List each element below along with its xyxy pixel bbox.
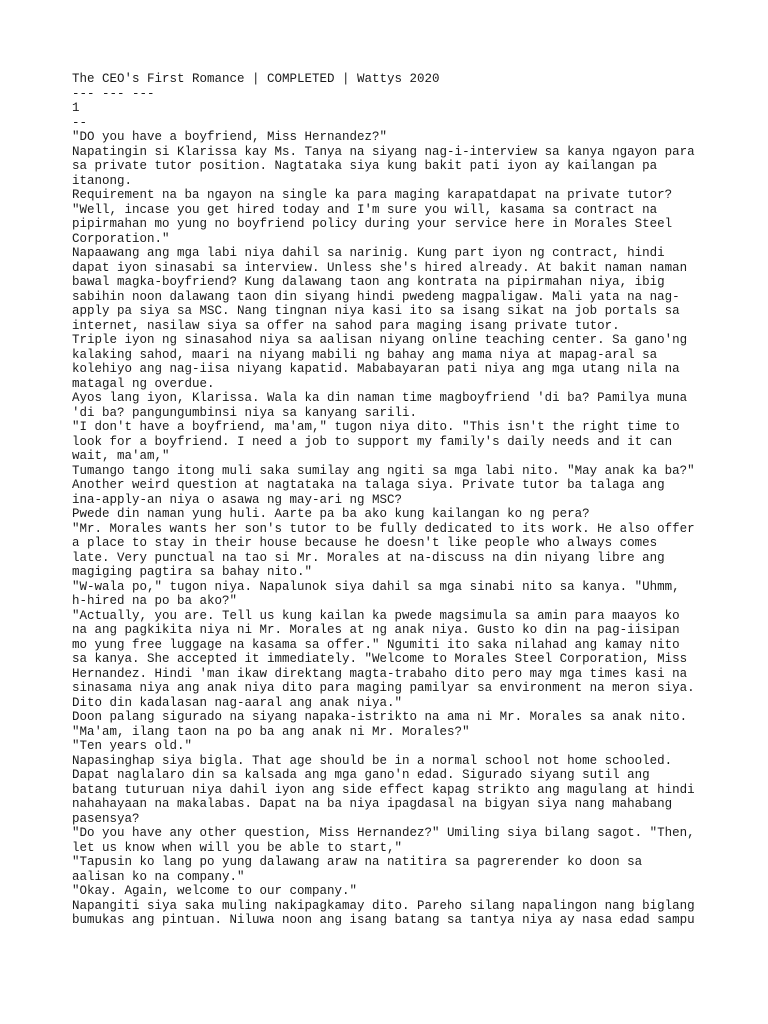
document-line: Pwede din naman yung huli. Aarte pa ba ako kung kailangan ko ng pera? [72, 507, 590, 521]
document-line: bawal magka-boyfriend? Kung dalawang taon ang kontrata na pipirmahan niya, ibig [72, 275, 665, 289]
document-line: sabihin noon dalawang taon din siyang hindi pwedeng magpaligaw. Mali yata na nag- [72, 289, 680, 304]
document-line: apply pa siya sa MSC. Nang tingnan niya kasi ito sa isang sikat na job portals sa [72, 304, 680, 318]
document-line: Corporation." [72, 231, 170, 246]
document-line: look for a boyfriend. I need a job to support my family's daily needs and it can [72, 434, 673, 449]
document-line: "Actually, you are. Tell us kung kailan ka pwede magsimula sa amin para maayos ko [72, 608, 680, 623]
document-line: let us know when will you be able to start," [72, 840, 403, 855]
document-line: Another weird question at nagtataka na talaga siya. Private tutor ba talaga ang [72, 478, 665, 492]
document-line: sinasama niya ang anak niya dito para maging pamilyar sa environment na meron siya. [72, 681, 695, 695]
document-line: h-hired na po ba ako?" [72, 594, 238, 608]
document-line: Doon palang sigurado na siyang napaka-istrikto na ama ni Mr. Morales sa anak nito. [72, 710, 688, 724]
document-line: internet, nasilaw siya sa offer na sahod para maging isang private tutor. [72, 318, 620, 333]
document-line: aalisan ko na company." [72, 869, 245, 884]
document-line: Triple iyon ng sinasahod niya sa aalisan niyang online teaching center. Sa gano'ng [72, 333, 688, 347]
document-line: dapat iyon sinasabi sa interview. Unless she's hired already. At bakit naman naman [72, 260, 688, 275]
document-line: "Tapusin ko lang po yung dalawang araw na natitira sa pagrerender ko doon sa [72, 855, 643, 869]
document-line: 'di ba? pangungumbinsi niya sa kanyang sarili. [72, 405, 418, 420]
document-line: Napasinghap siya bigla. That age should be in a normal school not home schooled. [72, 753, 673, 768]
document-line: kolehiyo ang nag-iisa niyang kapatid. Mababayaran pati niya ang mga utang nila na [72, 362, 680, 376]
document-line: Dapat naglalaro din sa kalsada ang mga gano'n edad. Sigurado siyang sutil ang [72, 768, 650, 782]
document-line: itanong. [72, 173, 133, 188]
document-line: "I don't have a boyfriend, ma'am," tugon niya dito. "This isn't the right time to [72, 420, 680, 434]
document-line: "Do you have any other question, Miss Hernandez?" Umiling siya bilang sagot. "Then, [72, 826, 695, 840]
document-line: "W-wala po," tugon niya. Napalunok siya dahil sa mga sinabi nito sa kanya. "Uhmm, [72, 579, 680, 594]
document-line: batang tuturuan niya dahil iyon ang side effect kapag strikto ang magulang at hindi [72, 782, 695, 797]
document-line: sa private tutor position. Nagtataka siya kung bakit pati iyon ay kailangan pa [72, 159, 658, 173]
document-line: kalaking sahod, maari na niyang mabili ng bahay ang mama niya at mapag-aral sa [72, 347, 658, 362]
document-line: Dito din kadalasan nag-aaral ang anak niya." [72, 695, 403, 710]
document-line: "Ma'am, ilang taon na po ba ang anak ni Mr. Morales?" [72, 724, 470, 739]
document-line: bumukas ang pintuan. Niluwa noon ang isang batang sa tantya niya ay nasa edad sampu [72, 913, 695, 927]
document-line: "Well, incase you get hired today and I'm sure you will, kasama sa contract na [72, 202, 658, 217]
document-line: "Ten years old." [72, 739, 193, 753]
document-line: Napangiti siya saka muling nakipagkamay dito. Pareho silang napalingon nang biglang [72, 898, 695, 913]
document-line: late. Very punctual na tao si Mr. Morales at na-discuss na din niyang libre ang [72, 550, 665, 565]
document-line: nahahayaan na makalabas. Dapat na ba niya ipagdasal na bigyan siya nang mahabang [72, 797, 673, 811]
document-line: Ayos lang iyon, Klarissa. Wala ka din naman time magboyfriend 'di ba? Pamilya muna [72, 391, 688, 405]
document-line: pasensya? [72, 811, 140, 826]
document-line: "Okay. Again, welcome to our company." [72, 884, 358, 898]
document-line: pipirmahan mo yung no boyfriend policy during your service here in Morales Steel [72, 217, 673, 231]
document-line: Tumango tango itong muli saka sumilay ang ngiti sa mga labi nito. "May anak ka ba?" [72, 463, 695, 478]
document-line: Requirement na ba ngayon na single ka para maging karapatdapat na private tutor? [72, 188, 673, 202]
document-body [72, 72, 712, 928]
document-line: --- --- --- [72, 86, 155, 101]
document-line: "Mr. Morales wants her son's tutor to be fully dedicated to its work. He also offer [72, 521, 695, 536]
document-line: a place to stay in their house because he doesn't like people who always comes [72, 536, 658, 550]
document-line: na ang pagkikita niya ni Mr. Morales at ng anak niya. Gusto ko din na pag-iisipan [72, 623, 680, 637]
document-line: wait, ma'am," [72, 449, 170, 463]
document-line: Napaawang ang mga labi niya dahil sa narinig. Kung part iyon ng contract, hindi [72, 246, 665, 260]
document-line: -- [72, 115, 88, 130]
document-title: The CEO's First Romance | COMPLETED | Wattys 2020 [72, 72, 440, 86]
document-line: "DO you have a boyfriend, Miss Hernandez?" [72, 130, 388, 144]
document-line: magiging pagtira sa bahay nito." [72, 565, 313, 579]
document-line: Napatingin si Klarissa kay Ms. Tanya na siyang nag-i-interview sa kanya ngayon para [72, 144, 695, 159]
document-line: sa kanya. She accepted it immediately. "Welcome to Morales Steel Corporation, Miss [72, 652, 688, 666]
document-line: mo yung free luggage na kasama sa offer." Ngumiti ito saka nilahad ang kamay nito [72, 637, 680, 652]
document-line: Hernandez. Hindi 'man ikaw direktang magta-trabaho dito pero may mga times kasi na [72, 666, 688, 681]
document-line: 1 [72, 101, 80, 115]
document-line: matagal ng overdue. [72, 376, 215, 391]
document-line: ina-apply-an niya o asawa ng may-ari ng MSC? [72, 492, 403, 507]
